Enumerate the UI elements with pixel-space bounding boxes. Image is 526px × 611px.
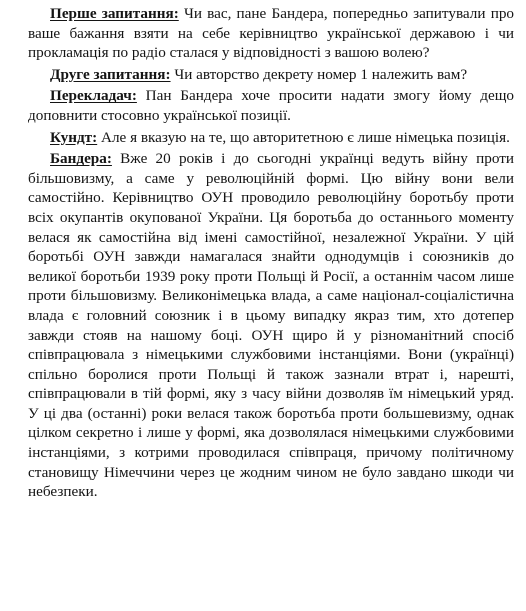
paragraph-text: Чи авторство декрету номер 1 належить вам?	[170, 65, 468, 83]
paragraph-text: Пан Бандера хоче просити надати змогу йому дещо доповнити стосовно української позиції.	[28, 87, 514, 124]
speaker-label: Перекладач:	[50, 87, 137, 105]
speaker-label: Друге запитання:	[50, 65, 171, 83]
paragraph-text: Але я вказую на те, що авторитетною є лише німецька позиція.	[97, 128, 510, 146]
paragraph-text: Вже 20 років і до сьогодні українці ведуть війну проти більшовизму, а саме у революційній формі. Цю війну вони вели самостійно. Керівництво ОУН проводило революційну боротьбу проти всіх окупантів окупованої України. Ця боротьба до останнього моменту велася як самостійна від імені самостійної, незалежної України. У цій боротьбі ОУН завжди намагалася знайти однодумців і союзників до великої боротьби 1939 року проти Польщі й Росії, а останнім часом лише проти більшовизму. Великонімецька влада, а саме націонал-соціалістична влада є головний союзник і в цьому випадку якраз тим, хто дотепер завжди стояв на нашому боці. ОУН щиро й у різноманітний спосіб співпрацювала з німецькими службовими інстанціями. Вони (українці) спільно боролися проти Польщі й також зазнали втрат і, нарешті, співпрацювали в тій формі, яку з часу війни дозволяв їм німецький уряд. У ці два (останні) роки велася також боротьба проти большевизму, однак цілком секретно і лише у формі, яка дозволялася німецькими службовими інстанціями, з котрими проводилася співпраця, причому політичному становищу Німеччини через це жодним чином не було завдано шкоди чи небезпеки.	[28, 150, 514, 501]
speaker-label: Кундт:	[50, 128, 98, 146]
paragraph-kundt	[28, 128, 514, 148]
paragraph-first-question	[28, 4, 514, 63]
paragraph-bandera	[28, 149, 514, 502]
speaker-label: Перше запитання:	[50, 5, 179, 22]
speaker-label: Бандера:	[50, 150, 112, 168]
paragraph-text: Чи вас, пане Бандера, попередньо запитували про ваше бажання взяти на себе керівництво української державою і чи прокламація по радіо сталася у відповідності з вашою волею?	[28, 5, 515, 62]
paragraph-second-question	[28, 65, 514, 85]
paragraph-translator	[28, 86, 514, 125]
